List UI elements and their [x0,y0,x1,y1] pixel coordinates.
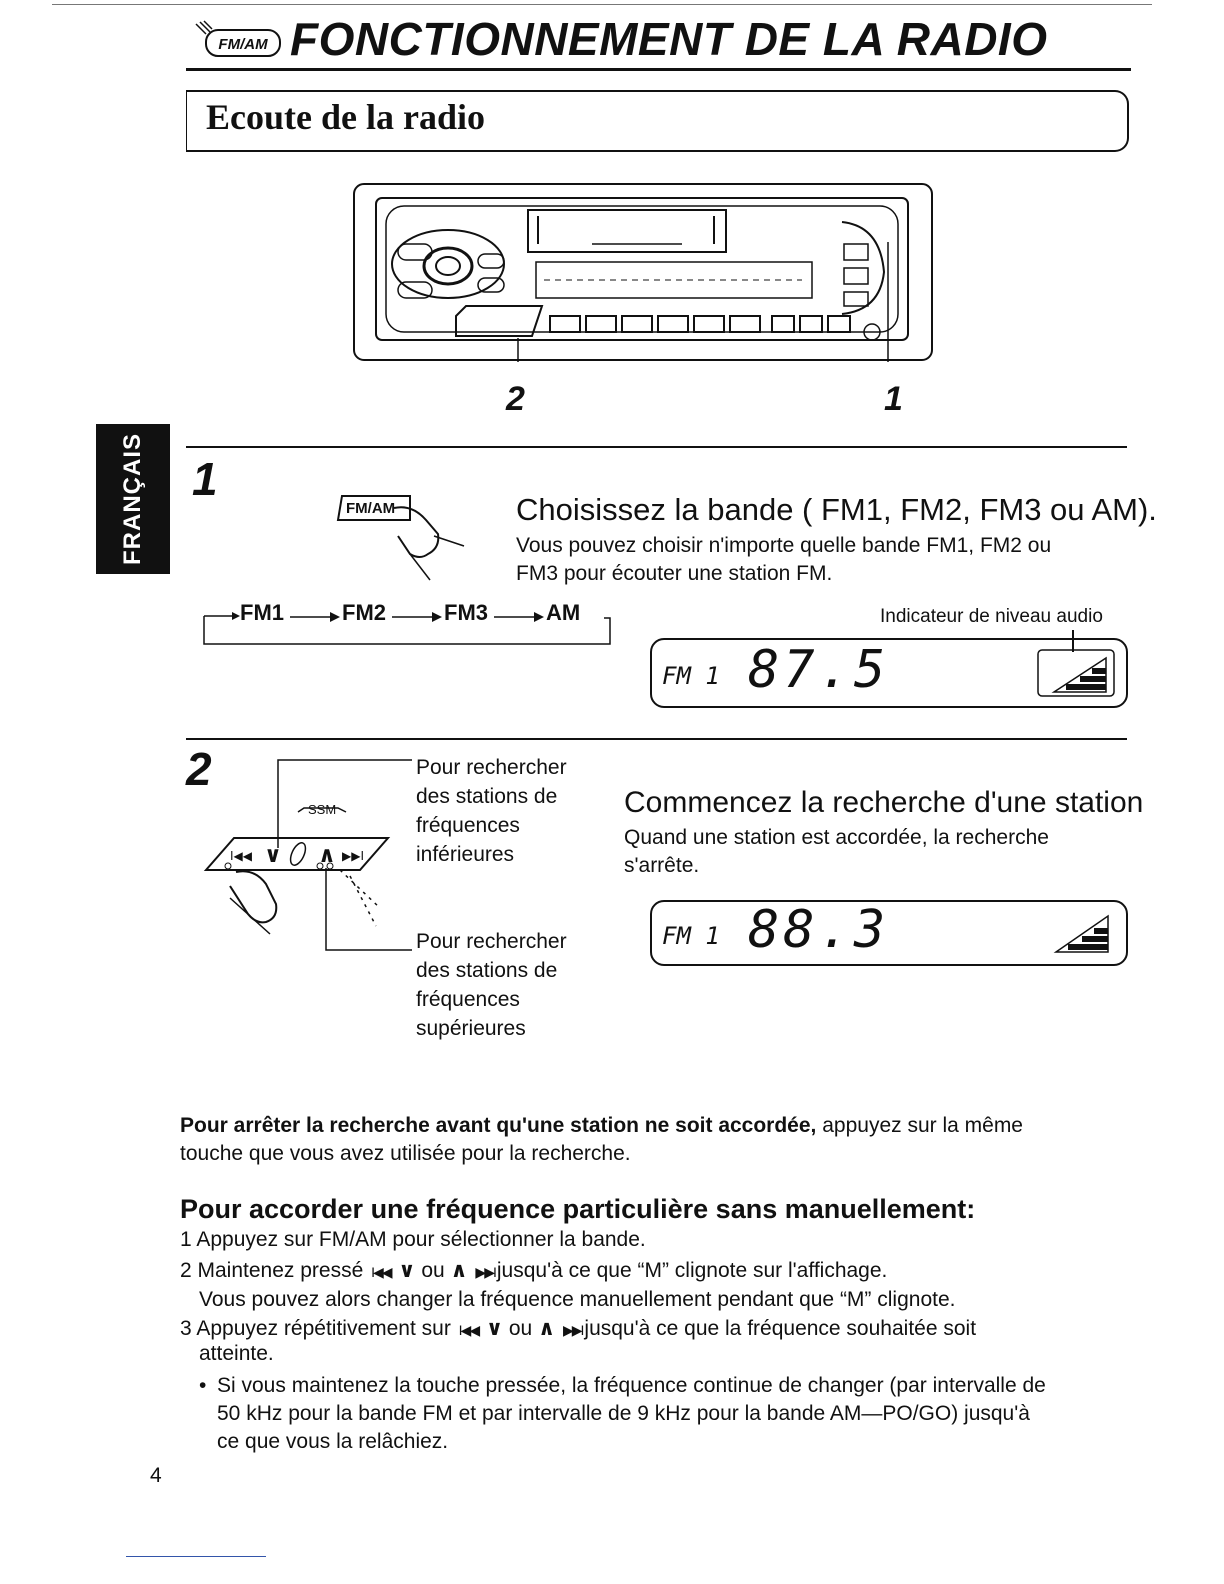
callout-2: 2 [506,380,525,418]
display-band: FM 1 [662,922,720,950]
svg-text:▶▶I: ▶▶I [342,849,364,863]
step1-body-line2: FM3 pour écouter une station FM. [516,562,833,585]
audio-level-meter-icon [1036,648,1116,698]
down-arrow-icon: ∨ [485,1317,504,1340]
manual-item-3-end: jusqu'à ce que la fréquence souhaitée soit [584,1317,977,1340]
up-arrow-icon: ∧ [538,1317,556,1340]
arrow-right-icon [494,610,544,628]
manual-item-2-end: jusqu'à ce que “M” clignote sur l'affichage. [496,1259,888,1282]
logo-text: FM/AM [218,36,268,53]
step2-body-line2: s'arrête. [624,854,700,877]
manual-item-2 [180,1258,887,1283]
language-label: FRANÇAIS [119,433,146,565]
title-rule [186,68,1131,71]
arrow-right-icon [290,610,340,628]
svg-text:∧: ∧ [318,843,336,868]
ssm-label: SSM [308,802,337,817]
language-side-tab [96,424,170,574]
svg-text:I◀◀: I◀◀ [230,849,252,863]
seek-upper-line1: Pour rechercher [416,930,567,953]
callout-1: 1 [884,380,903,418]
seek-lower-line4: inférieures [416,843,515,866]
seek-lower-line1: Pour rechercher [416,756,567,779]
manual-item-2-or: ou [421,1259,445,1282]
skip-back-icon: I◀◀ [458,1322,479,1338]
manual-item-3-start: 3 Appuyez répétitivement sur [180,1317,451,1340]
seek-lower-line2: des stations de [416,785,558,808]
manual-item-2-line2: Vous pouvez alors changer la fréquence manuellement pendant que “M” clignote. [199,1288,956,1311]
radio-unit-illustration [352,182,934,362]
step1-rule [186,446,1127,448]
band-fm2: FM2 [342,600,386,625]
manual-bullet-line1: Si vous maintenez la touche pressée, la fréquence continue de changer (par intervalle de [217,1374,1046,1397]
manual-item-3-or: ou [508,1317,533,1340]
audio-level-meter-icon [1038,908,1118,958]
manual-item-3 [180,1316,976,1341]
manual-bullet-line3: ce que vous la relâchiez. [217,1430,449,1453]
skip-back-icon: I◀◀ [371,1264,391,1280]
manual-item-1: 1 Appuyez sur FM/AM pour sélectionner la bande. [180,1228,646,1251]
stop-search-bold: Pour arrêter la recherche avant qu'une station ne soit accordée, [180,1114,817,1137]
manual-item-2-start: 2 Maintenez pressé [180,1259,364,1282]
page-number: 4 [150,1464,162,1487]
seek-lower-line3: fréquences [416,814,520,837]
manual-item-3-line2: atteinte. [199,1342,274,1365]
band-fm1: FM1 [240,600,284,625]
stop-search-note [180,1112,1023,1140]
fm-am-logo-icon [192,20,284,60]
step2-body-line1: Quand une station est accordée, la recherche [624,826,1049,849]
step2-rule [186,738,1127,740]
level-indicator-label: Indicateur de niveau audio [880,606,1103,627]
bottom-rule [126,1556,266,1557]
seek-upper-line4: supérieures [416,1017,526,1040]
step2-heading: Commencez la recherche d'une station [624,786,1144,819]
seek-upper-line2: des stations de [416,959,558,982]
seek-upper-line3: fréquences [416,988,520,1011]
band-sequence [202,598,616,648]
display-fm1-883 [650,900,1128,966]
band-am: AM [546,600,581,625]
skip-forward-icon: ▶▶I [562,1322,583,1338]
step1-heading: Choisissez la bande ( FM1, FM2, FM3 ou AM). [516,492,1157,527]
stop-search-rest: appuyez sur la même [816,1114,1023,1137]
fm-am-button-label: FM/AM [346,500,396,517]
manual-tuning-heading: Pour accorder une fréquence particulière sans manuellement: [180,1194,976,1224]
stop-search-line2: touche que vous avez utilisée pour la recherche. [180,1142,631,1165]
display-frequency: 87.5 [748,640,890,700]
svg-text:∨: ∨ [264,843,282,868]
band-fm3: FM3 [444,600,488,625]
top-rule [52,4,1152,5]
down-arrow-icon: ∨ [398,1259,416,1282]
skip-forward-icon: ▶▶I [475,1264,495,1280]
display-frequency: 88.3 [748,900,890,960]
fm-am-button-illustration [336,494,472,586]
page-title: FONCTIONNEMENT DE LA RADIO [290,13,1048,65]
display-band: FM 1 [662,662,720,690]
seek-buttons-illustration [200,758,416,958]
display-fm1-875 [650,638,1128,708]
step1-body-line1: Vous pouvez choisir n'importe quelle bande FM1, FM2 ou [516,534,1052,557]
manual-bullet-line2: 50 kHz pour la bande FM et par intervalle de 9 kHz pour la bande AM—PO/GO) jusqu'à [217,1402,1030,1425]
bullet-dot-icon: • [199,1374,207,1397]
arrow-right-icon [392,610,442,628]
up-arrow-icon: ∧ [450,1259,468,1282]
step1-number: 1 [192,453,218,505]
step2-number: 2 [186,743,212,795]
section-title: Ecoute de la radio [206,97,485,137]
